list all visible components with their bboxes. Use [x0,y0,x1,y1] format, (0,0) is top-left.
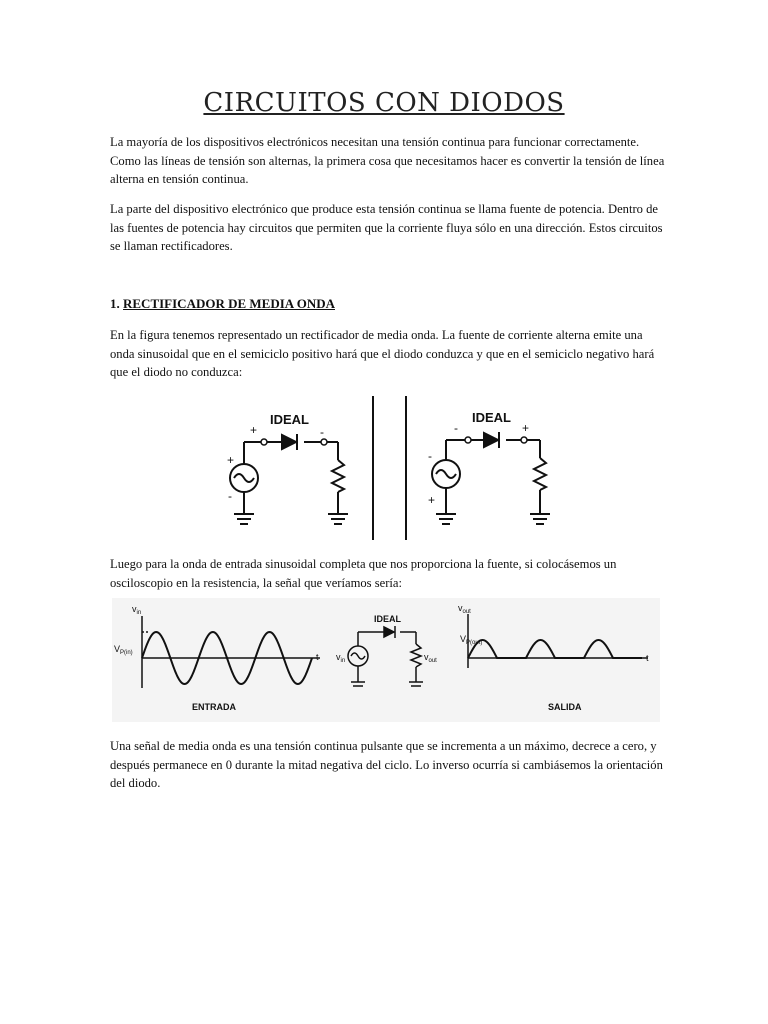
right-plus-source: + [428,493,436,507]
circuit-vin-label: $v_{in}$ [336,652,346,664]
left-minus-top: - [320,425,324,439]
paragraph-oscilloscope: Luego para la onda de entrada sinusoidal completa que nos proporciona la fuente, si colocásemos un osciloscopio en la resistencia, la señal que veríamos sería: [110,557,617,590]
section-heading [110,296,335,312]
left-minus-source: - [228,489,232,503]
paragraph-conclusion: Una señal de media onda es una tensión continua pulsante que se incrementa a un máximo, decrece a cero, y después permanece en 0 durante la mitad negativa del ciclo. Lo inverso ocurría si cambiásemos la orientación del diodo. [110,739,663,790]
paragraph-intro: La mayoría de los dispositivos electrónicos necesitan una tensión continua para funcionar correctamente. Como las líneas de tensión son alternas, la primera cosa que necesitamos hacer es convertir la tensión de línea alterna en tensión continua. [110,135,665,186]
right-minus-source: - [428,449,432,463]
right-plus-top: + [522,421,530,435]
right-ideal-label: IDEAL [472,410,511,425]
input-caption: ENTRADA [192,702,236,712]
output-caption: SALIDA [548,702,582,712]
vp-out-label: $V_{P(out)}$ [460,634,483,646]
figure-half-wave-circuits [220,392,560,542]
left-plus-source: + [227,453,235,467]
left-plus-top: + [250,423,258,437]
vout-axis-label: $v_{out}$ [458,603,471,615]
left-ideal-label: IDEAL [270,412,309,427]
t-axis-in-label: t [316,652,319,662]
vp-in-label: $V_{P(in)}$ [114,644,133,656]
section-title: RECTIFICADOR DE MEDIA ONDA [123,296,335,311]
section-number: 1. [110,296,120,311]
circuit-vout-label: $v_{out}$ [424,652,437,664]
page-title: CIRCUITOS CON DIODOS [203,88,565,118]
paragraph-power-source: La parte del dispositivo electrónico que produce esta tensión continua se llama fuente de potencia. Dentro de las fuentes de potencia hay circuitos que permiten que la corriente fluya sólo en una dirección. Estos circuitos se llaman rectificadores. [110,202,663,253]
vin-axis-label: $v_{in}$ [132,604,142,616]
circuit-ideal-label: IDEAL [374,614,401,624]
figure-input-output-waves [112,598,660,722]
t-axis-out-label: t [646,653,649,663]
right-minus-top: - [454,421,458,435]
paragraph-half-wave: En la figura tenemos representado un rectificador de media onda. La fuente de corriente alterna emite una onda sinusoidal que en el semiciclo positivo hará que el diodo conduzca y que en el semiciclo negativo hará que el diodo no conduzca: [110,328,655,379]
